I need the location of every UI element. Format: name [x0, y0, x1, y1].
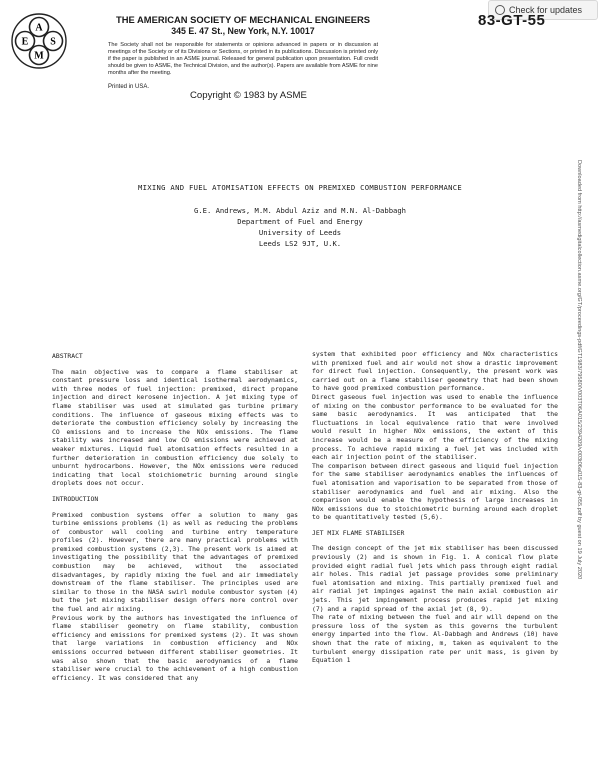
society-address: 345 E. 47 St., New York, N.Y. 10017	[171, 26, 315, 36]
right-column	[312, 350, 558, 665]
university: University of Leeds	[258, 228, 342, 237]
department: Department of Fuel and Energy	[237, 217, 363, 226]
abstract-heading: ABSTRACT	[52, 352, 83, 360]
society-name: THE AMERICAN SOCIETY OF MECHANICAL ENGINEERS	[115, 14, 370, 25]
left-column	[52, 352, 298, 682]
logo-letter-a: A	[35, 22, 43, 34]
right-paragraph-3: The comparison between direct gaseous and liquid fuel injection for the same stabiliser aerodynamics enables the influences of fuel atomisation and vaporisation to be separated from those of stabiliser aerodynamics and fuel and air mixing. Also the comparison would enable the hypothesis of large increases in NOx emissions due to stoichiometric burning around each droplet to be quantitatively tested (5,6).	[312, 461, 558, 522]
logo-letter-m: M	[34, 50, 44, 62]
authors: G.E. Andrews, M.M. Abdul Aziz and M.N. Al-Dabbagh	[193, 206, 407, 215]
download-notice: Downloaded from http://asmedigitalcollection.asme.org/GT/proceedings-pdf/GT1983/79580/V003T06A015/2394209/v003t06a015-83-gt-055.pdf by guest on 19 July 2020	[576, 160, 582, 580]
section-heading-jet-mix: JET MIX FLAME STABILISER	[312, 528, 405, 537]
author-block	[20, 205, 580, 249]
right-paragraph-5: The rate of mixing between the fuel and air will depend on the pressure loss of the system as this governs the turbulent energy imparted into the flow. Al-Dabbagh and Andrews (10) have shown that the rate of mixing, m, taken as equivalent to the turbulent energy dissipation rate per unit mass, is given by Equation 1	[312, 613, 558, 665]
right-paragraph-4: The design concept of the jet mix stabiliser has been discussed previously (2) and is shown in Fig. 1. A conical flow plate provided eight radial fuel jets which pass through eight radial air holes. This radial jet passage provides some preliminary fuel atomisation and mixing. This partially premixed fuel and air radial jet impinges against the main axial combustion air jets. This jet impingement process produces rapid jet mixing (7) and a rapid spread of the axial jet (8, 9).	[312, 544, 558, 613]
logo-letter-e: E	[21, 36, 29, 48]
introduction-paragraph-2: Previous work by the authors has investigated the influence of flame stabiliser geometry on flame stability, combustion efficiency and emissions for premixed systems (2). It was shown that large variations in combustion efficiency and NOx emissions occurred between different stabiliser geometries. It was also shown that the basic aerodynamics of a flame stabiliser were crucial to the achievement of a high combustion efficiency. It was considered that any	[52, 613, 298, 682]
asme-logo	[10, 12, 68, 70]
abstract-text: The main objective was to compare a flame stabiliser at constant pressure loss and identical isothermal aerodynamics, with three modes of fuel injection: premixed, direct propane injection and direct kerosene injection. A jet mixing type of flame stabiliser was used at simulated gas turbine primary conditions. The influence of gaseous mixing effects was to deteriorate the combustion efficiency solely by increasing the CO emissions and to increase the NOx emissions. The flame stability was increased and low CO emissions were achieved at weaker mixtures. Liquid fuel atomisation effects resulted in a further deterioration in combustion efficiency due solely to unburnt hydrocarbons. However, the NOx emissions were reduced indicating that local stoichiometric burning around single droplets does not occur.	[52, 367, 298, 488]
printed-in: Printed in USA.	[108, 84, 150, 90]
paper-title: MIXING AND FUEL ATOMISATION EFFECTS ON PREMIXED COMBUSTION PERFORMANCE	[138, 183, 462, 192]
introduction-heading: INTRODUCTION	[52, 494, 99, 503]
logo-letter-s: S	[50, 36, 56, 48]
copyright: Copyright © 1983 by ASME	[190, 90, 307, 101]
introduction-paragraph-1: Premixed combustion systems offer a solution to many gas turbine emissions problems (1) as well as reducing the problems of combustor wall cooling and turbine entry temperature profiles (2). However, there are many practical problems with premixed combustion systems (2,3). The present work is aimed at investigating the possibility that the advantages of premixed combustion may be achieved, without the associated disadvantages, by rapidly mixing the fuel and air immediately downstream of the flame stabiliser. The principles used are similar to those in the NASA swirl module combustor system (4) but the jet mixing stabiliser design offers more control over the fuel and air mixing.	[52, 510, 298, 614]
download-sidebar	[572, 160, 584, 760]
location: Leeds LS2 9JT, U.K.	[258, 239, 342, 248]
legal-notice: The Society shall not be responsible for statements or opinions advanced in papers or in discussion at meetings of the Society or of its Divisions or Sections, or printed in its publications. Discussion is printed only if the paper is published in an ASME journal. Released for general publication upon presentation. Full credit should be given to ASME, the Technical Division, and the author(s). Papers are available from ASME for nine months after the meeting.	[108, 42, 378, 76]
right-paragraph-1: system that exhibited poor efficiency and NOx characteristics with premixed fuel and air would not show a drastic improvement for direct fuel injection. Consequently, the present work was carried out on a flame stabiliser geometry that had been shown to have good premixed combustion performance.	[312, 350, 558, 393]
right-paragraph-2: Direct gaseous fuel injection was used to enable the influence of mixing on the combustor performance to be evaluated for the same basic aerodynamics. It was anticipated that the fluctuations in local equivalence ratio that were involved would result in higher NOx emissions, the extent of this increase would be a measure of the efficiency of the mixing process. To achieve rapid mixing a fuel jet was included with each air injection point of the stabiliser.	[312, 392, 558, 462]
paper-number: 83-GT-55	[478, 12, 546, 29]
check-for-updates-label: Check for updates	[509, 5, 583, 15]
